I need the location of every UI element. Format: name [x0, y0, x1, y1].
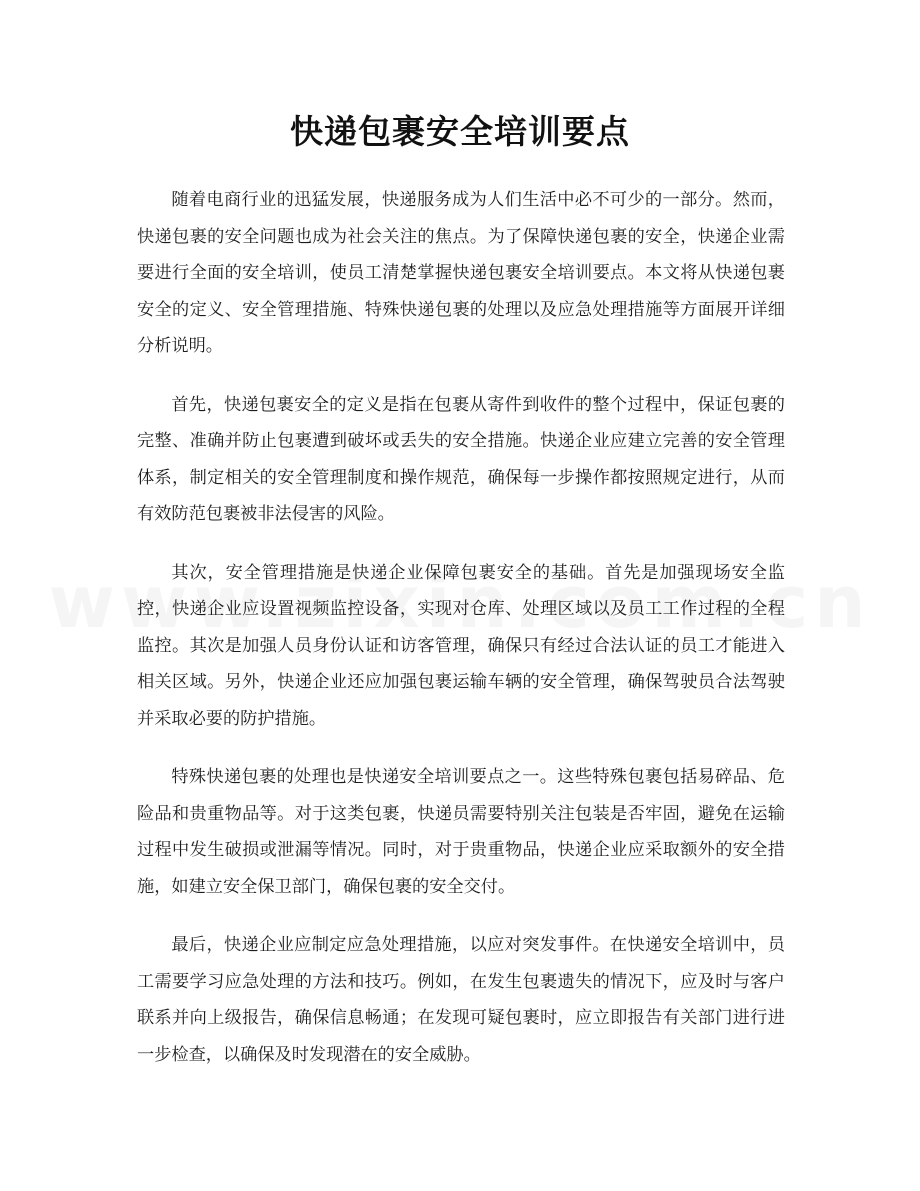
paragraph-emergency: 最后，快递企业应制定应急处理措施，以应对突发事件。在快递安全培训中，员工需要学习应急处理的方法和技巧。例如，在发生包裹遗失的情况下，应及时与客户联系并向上级报告，确保信息畅通；在发现可疑包裹时，应立即报告有关部门进行进一步检查，以确保及时发现潜在的安全威胁。	[137, 935, 785, 1065]
paragraph-management: 其次，安全管理措施是快递企业保障包裹安全的基础。首先是加强现场安全监控，快递企业应设置视频监控设备，实现对仓库、处理区域以及员工工作过程的全程监控。其次是加强人员身份认证和访客管理，确保只有经过合法认证的员工才能进入相关区域。另外，快递企业还应加强包裹运输车辆的安全管理，确保驾驶员合法驾驶并采取必要的防护措施。	[137, 562, 785, 729]
document-body	[137, 182, 785, 1095]
paragraph-intro: 随着电商行业的迅猛发展，快递服务成为人们生活中必不可少的一部分。然而，快递包裹的安全问题也成为社会关注的焦点。为了保障快递包裹的安全，快递企业需要进行全面的安全培训，使员工清楚掌握快递包裹安全培训要点。本文将从快递包裹安全的定义、安全管理措施、特殊快递包裹的处理以及应急处理措施等方面展开详细分析说明。	[137, 190, 785, 356]
paragraph-definition: 首先，快递包裹安全的定义是指在包裹从寄件到收件的整个过程中，保证包裹的完整、准确并防止包裹遭到破坏或丢失的安全措施。快递企业应建立完善的安全管理体系，制定相关的安全管理制度和操作规范，确保每一步操作都按照规定进行，从而有效防范包裹被非法侵害的风险。	[137, 394, 785, 524]
paragraph-special-packages: 特殊快递包裹的处理也是快递安全培训要点之一。这些特殊包裹包括易碎品、危险品和贵重物品等。对于这类包裹，快递员需要特别关注包装是否牢固，避免在运输过程中发生破损或泄漏等情况。同时，对于贵重物品，快递企业应采取额外的安全措施，如建立安全保卫部门，确保包裹的安全交付。	[137, 767, 785, 897]
document-title: 快递包裹安全培训要点	[290, 112, 630, 151]
